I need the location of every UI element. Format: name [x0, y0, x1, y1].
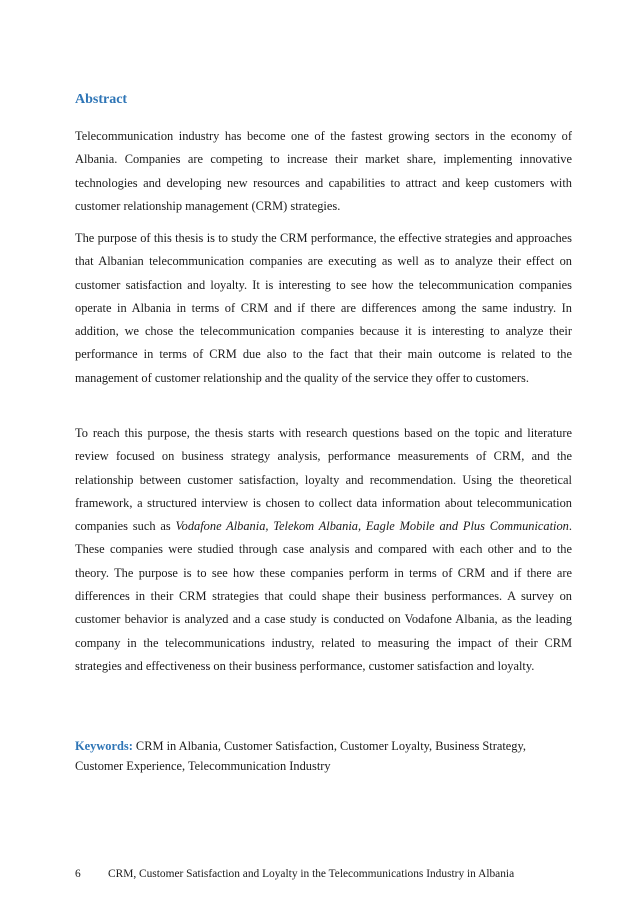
- running-title: CRM, Customer Satisfaction and Loyalty in the Telecommunications Industry in Albania: [108, 868, 515, 880]
- abstract-paragraph-1: Telecommunication industry has become one of the fastest growing sectors in the economy of Albania. Companies are competing to increase their market share, implementing innovative technologies and developing new resources and capabilities to attract and keep customers with customer relationship management (CRM) strategies.: [75, 129, 572, 213]
- keywords-list: CRM in Albania, Customer Satisfaction, Customer Loyalty, Business Strategy, Customer Experience, Telecommunication Industry: [75, 739, 526, 773]
- company-names-italic: Vodafone Albania, Telekom Albania, Eagle Mobile and Plus Communication: [175, 519, 569, 534]
- abstract-paragraph-3: [75, 422, 572, 678]
- keywords-block: [75, 736, 575, 776]
- page-footer: [75, 868, 514, 880]
- abstract-paragraph-2: The purpose of this thesis is to study the CRM performance, the effective strategies and approaches that Albanian telecommunication companies are executing as well as to analyze their effect on customer satisfaction and loyalty. It is interesting to see how the telecommunication companies operate in Albania in terms of CRM and if there are differences among the same industry. In addition, we chose the telecommunication companies because it is interesting to analyze their performance in terms of CRM due also to the fact that their main outcome is related to the management of customer relationship and the quality of the service they offer to customers.: [75, 231, 572, 385]
- page-number: 6: [75, 868, 81, 880]
- paragraph-3-text-end: . These companies were studied through case analysis and compared with each other and to the theory. The purpose is to see how these companies perform in terms of CRM and if there are differences in their CRM strategies that could shape their business performances. A survey on customer behavior is analyzed and a case study is conducted on Vodafone Albania, as the leading company in the telecommunications industry, related to measuring the impact of their CRM strategies and effectiveness on their business performance, customer satisfaction and loyalty.: [75, 519, 572, 673]
- abstract-heading: Abstract: [75, 92, 128, 107]
- paragraph-3-text-start: To reach this purpose, the thesis starts with research questions based on the topic and literature review focused on business strategy analysis, performance measurements of CRM, and the relationship between customer satisfaction, loyalty and recommendation. Using the theoretical framework, a structured interview is chosen to collect data information about telecommunication companies such as: [75, 426, 572, 534]
- keywords-label: Keywords:: [75, 739, 133, 753]
